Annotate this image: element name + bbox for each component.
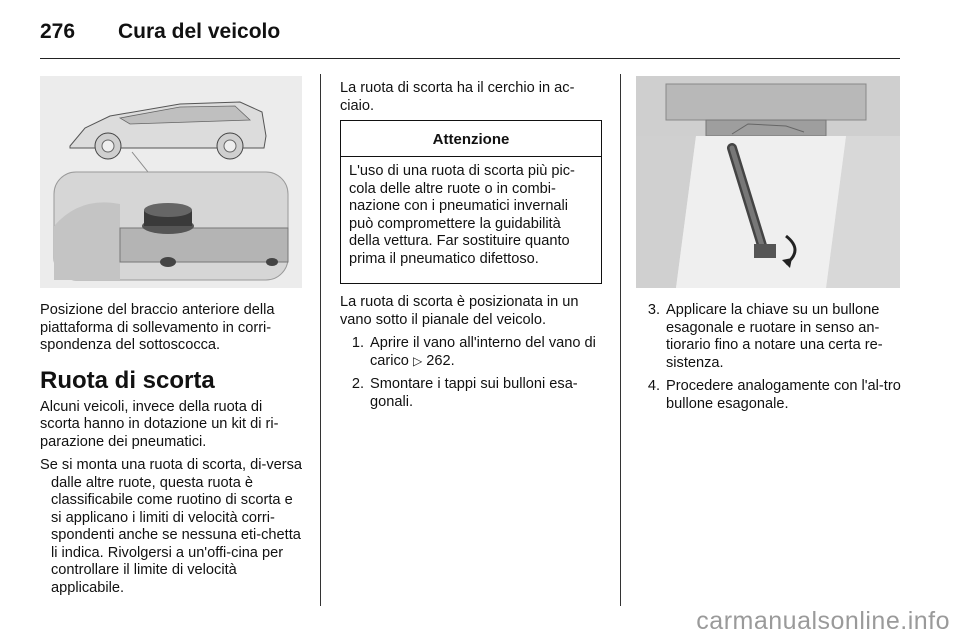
step-text: Applicare la chiave su un bullone esagonale e ruotare in senso an-tiorario fino a notare una certa re-sistenza. — [666, 302, 883, 371]
column-divider-1 — [320, 74, 321, 606]
speed-note-first-line: Se si monta una ruota di scorta, di-versa dalle altre ruote, questa ruota è — [40, 457, 303, 491]
page-number: 276 — [40, 20, 76, 43]
list-item — [344, 335, 604, 370]
warning-body: L'uso di una ruota di scorta più pic-cola delle altre ruote o in combi-nazione con i pneumatici invernali può compromettere la guidabilità della vettura. Far sostituire quanto prima il pneumatico difettoso. — [349, 163, 575, 267]
step-1-text: Aprire il vano all'interno del vano di carico — [370, 335, 596, 369]
middle-intro — [340, 80, 602, 121]
rim-note: La ruota di scorta ha il cerchio in ac-ciaio. — [340, 80, 575, 114]
steps-list-2 — [640, 302, 902, 413]
figure-caption: Posizione del braccio anteriore della piattaforma di sollevamento in corri-spondenza del sottoscocca. — [40, 302, 275, 353]
car-lift-figure-svg — [40, 76, 302, 288]
spare-location: La ruota di scorta è posizionata in un vano sotto il pianale del veicolo. — [340, 294, 579, 328]
step-text — [370, 335, 604, 370]
right-column-text — [640, 302, 902, 419]
page-header — [40, 14, 280, 50]
spare-wheel-speed-note — [40, 457, 306, 597]
step-number: 4. — [647, 378, 660, 394]
step-number: 3. — [647, 302, 660, 318]
page-reference-icon: ▷ — [413, 353, 423, 368]
list-item — [640, 378, 902, 413]
step-text: Procedere analogamente con l'al-tro bullone esagonale. — [666, 378, 901, 412]
speed-note-rest: classificabile come ruotino di scorta e si applicano i limiti di velocità corri-spondenti anche se nessuna eti-chetta li indica. Rivolgersi a un'offi-cina per controllare il limite di velocità applicabile. — [51, 492, 301, 596]
middle-column-text — [340, 294, 604, 417]
column-divider-2 — [620, 74, 621, 606]
section-heading: Ruota di scorta — [40, 366, 215, 394]
list-item — [344, 376, 604, 411]
wrench-illustration — [636, 76, 900, 288]
steps-list-1 — [340, 335, 604, 411]
step-text: Smontare i tappi sui bulloni esa-gonali. — [370, 376, 578, 410]
page-reference: 262. — [426, 352, 455, 369]
watermark: carmanualsonline.info — [696, 607, 950, 635]
header-divider — [40, 58, 900, 59]
wrench-figure-svg — [636, 76, 900, 288]
step-number: 1. — [351, 335, 364, 351]
step-number: 2. — [351, 376, 364, 392]
page-title: Cura del veicolo — [118, 20, 281, 43]
lifting-point-illustration — [40, 76, 302, 288]
spare-wheel-intro: Alcuni veicoli, invece della ruota di scorta hanno in dotazione un kit di ri-parazione dei pneumatici. — [40, 398, 279, 450]
warning-box — [340, 120, 602, 284]
list-item — [640, 302, 902, 372]
warning-title: Attenzione — [341, 121, 601, 157]
left-column-text — [40, 302, 306, 603]
